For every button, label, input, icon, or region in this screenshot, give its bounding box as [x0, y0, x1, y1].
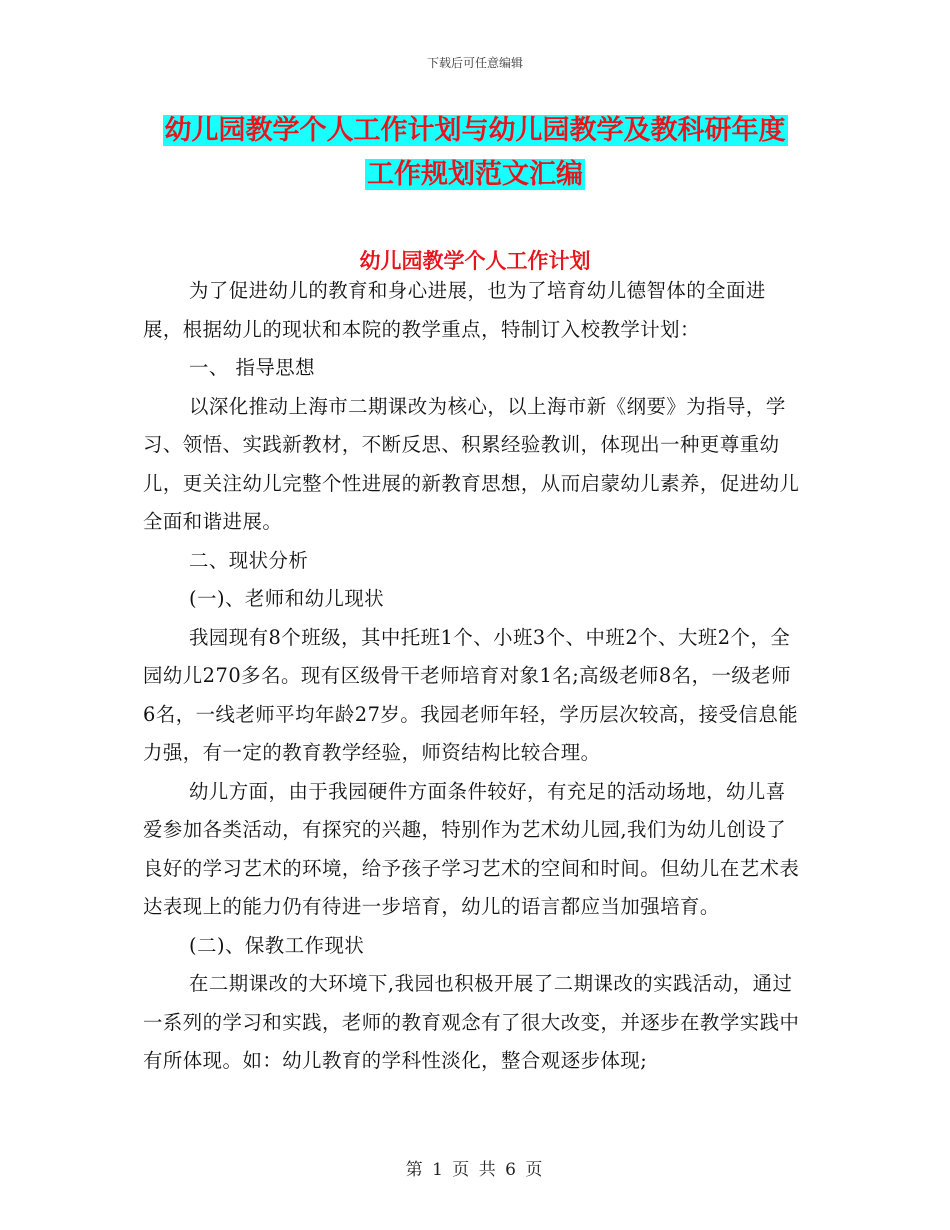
heading-status-analysis: 二、现状分析	[189, 548, 309, 572]
header-note: 下载后可任意编辑	[426, 56, 523, 70]
paragraph-care-education: 在二期课改的大环境下,我园也积极开展了二期课改的实践活动，通过一系列的学习和实践，老师的教育观念有了很大改变，并逐步在教学实践中有所体现。如：幼儿教育的学科性淡化，整合观逐步体现;	[143, 972, 800, 1072]
subheading-care-education: (二)、保教工作现状	[189, 933, 365, 957]
paragraph-guiding-ideology: 以深化推动上海市二期课改为核心，以上海市新《纲要》为指导，学习、领悟、实践新教材，不断反思、积累经验教训，体现出一种更尊重幼儿，更关注幼儿完整个性进展的新教育思想，从而启蒙幼儿素养，促进幼儿全面和谐进展。	[143, 394, 800, 533]
page-footer: 第 1 页 共 6 页	[405, 1160, 545, 1180]
title-highlight-1: 幼儿园教学个人工作计划与幼儿园教学及教科研年度	[164, 115, 786, 146]
paragraph-children-status: 幼儿方面，由于我园硬件方面条件较好，有充足的活动场地，幼儿喜爱参加各类活动，有探究的兴趣，特别作为艺术幼儿园,我们为幼儿创设了良好的学习艺术的环境，给予孩子学习艺术的空间和时间。但幼儿在艺术表达表现上的能力仍有待进一步培育，幼儿的语言都应当加强培育。	[143, 779, 800, 918]
section-heading: 幼儿园教学个人工作计划	[359, 249, 591, 273]
title-highlight-2: 工作规划范文汇编	[367, 159, 583, 190]
document-title-line-1	[0, 112, 950, 150]
document-body	[143, 272, 803, 1081]
paragraph-intro: 为了促进幼儿的教育和身心进展，也为了培育幼儿德智体的全面进展，根据幼儿的现状和本院的教学重点，特制订入校教学计划：	[143, 279, 766, 341]
subheading-teachers-children: (一)、老师和幼儿现状	[189, 587, 385, 610]
heading-guiding-ideology: 一、 指导思想	[189, 356, 316, 379]
paragraph-teachers-status: 我园现有8个班级，其中托班1个、小班3个、中班2个、大班2个，全园幼儿270多名。现有区级骨干老师培育对象1名;高级老师8名，一级老师6名，一线老师平均年龄27岁。我园老师年轻，学历层次较高，接受信息能力强，有一定的教育教学经验，师资结构比较合理。	[143, 625, 799, 764]
document-title-line-2	[0, 156, 950, 194]
